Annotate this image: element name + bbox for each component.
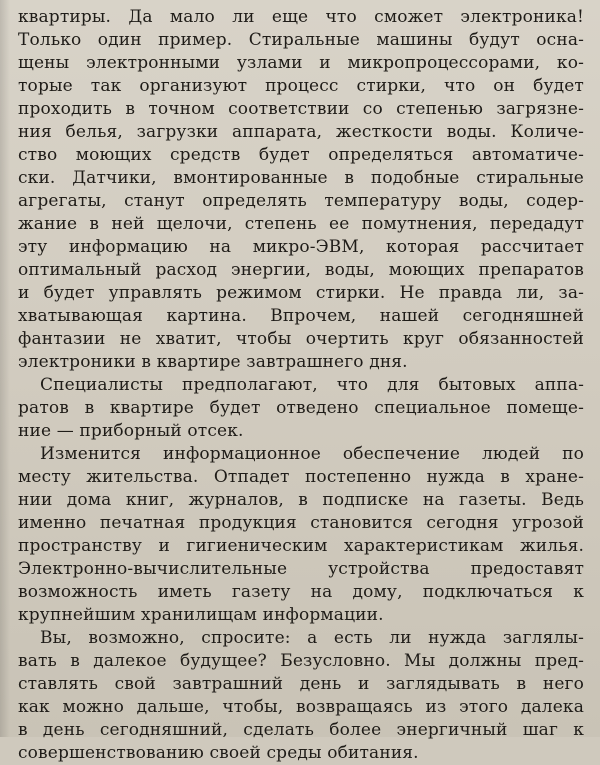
text-line: нии дома книг, журналов, в подписке на газеты. Ведь — [18, 490, 584, 510]
text-line: Только один пример. Стиральные машины будут осна- — [18, 30, 584, 50]
text-line: фантазии не хватит, чтобы очертить круг обязанностей — [18, 329, 584, 349]
text-line: в день сегодняшний, сделать более энергичный шаг к — [18, 720, 584, 740]
text-line: крупнейшим хранилищам информации. — [18, 605, 384, 625]
text-line: месту жительства. Отпадет постепенно нужда в хране- — [18, 467, 584, 487]
page-text — [18, 6, 584, 765]
text-line: проходить в точном соответствии со степенью загрязне- — [18, 99, 584, 119]
text-line: ски. Датчики, вмонтированные в подобные стиральные — [18, 168, 584, 188]
text-line: совершенствованию своей среды обитания. — [18, 743, 419, 763]
text-line: вать в далекое будущее? Безусловно. Мы должны пред- — [18, 651, 584, 671]
text-line: эту информацию на микро-ЭВМ, которая рассчитает — [18, 237, 584, 257]
text-line: ставлять свой завтрашний день и заглядывать в него — [18, 674, 584, 694]
text-line: торые так организуют процесс стирки, что он будет — [18, 76, 584, 96]
text-line: агрегаты, станут определять температуру воды, содер- — [18, 191, 584, 211]
text-line: и будет управлять режимом стирки. Не правда ли, за- — [18, 283, 584, 303]
text-line: ство моющих средств будет определяться автоматиче- — [18, 145, 584, 165]
text-line: как можно дальше, чтобы, возвращаясь из этого далека — [18, 697, 584, 717]
text-line: ние — приборный отсек. — [18, 421, 244, 441]
text-line: щены электронными узлами и микропроцессорами, ко- — [18, 53, 584, 73]
paragraph-start-line: Вы, возможно, спросите: а есть ли нужда заглялы- — [40, 628, 584, 648]
text-line: ния белья, загрузки аппарата, жесткости воды. Количе- — [18, 122, 584, 142]
text-line: ратов в квартире будет отведено специальное помеще- — [18, 398, 584, 418]
text-line: Электронно-вычислительные устройства предоставят — [18, 559, 584, 579]
text-line: оптимальный расход энергии, воды, моющих препаратов — [18, 260, 584, 280]
text-line: пространству и гигиеническим характеристикам жилья. — [18, 536, 584, 556]
text-line: квартиры. Да мало ли еще что сможет электроника! — [18, 7, 584, 27]
text-line: возможность иметь газету на дому, подключаться к — [18, 582, 584, 602]
text-line: именно печатная продукция становится сегодня угрозой — [18, 513, 584, 533]
text-line: жание в ней щелочи, степень ее помутнения, передадут — [18, 214, 584, 234]
text-line: хватывающая картина. Впрочем, нашей сегодняшней — [18, 306, 584, 326]
paragraph-start-line: Изменится информационное обеспечение людей по — [40, 444, 584, 464]
text-line: электроники в квартире завтрашнего дня. — [18, 352, 408, 372]
paragraph-start-line: Специалисты предполагают, что для бытовых аппа- — [40, 375, 584, 395]
